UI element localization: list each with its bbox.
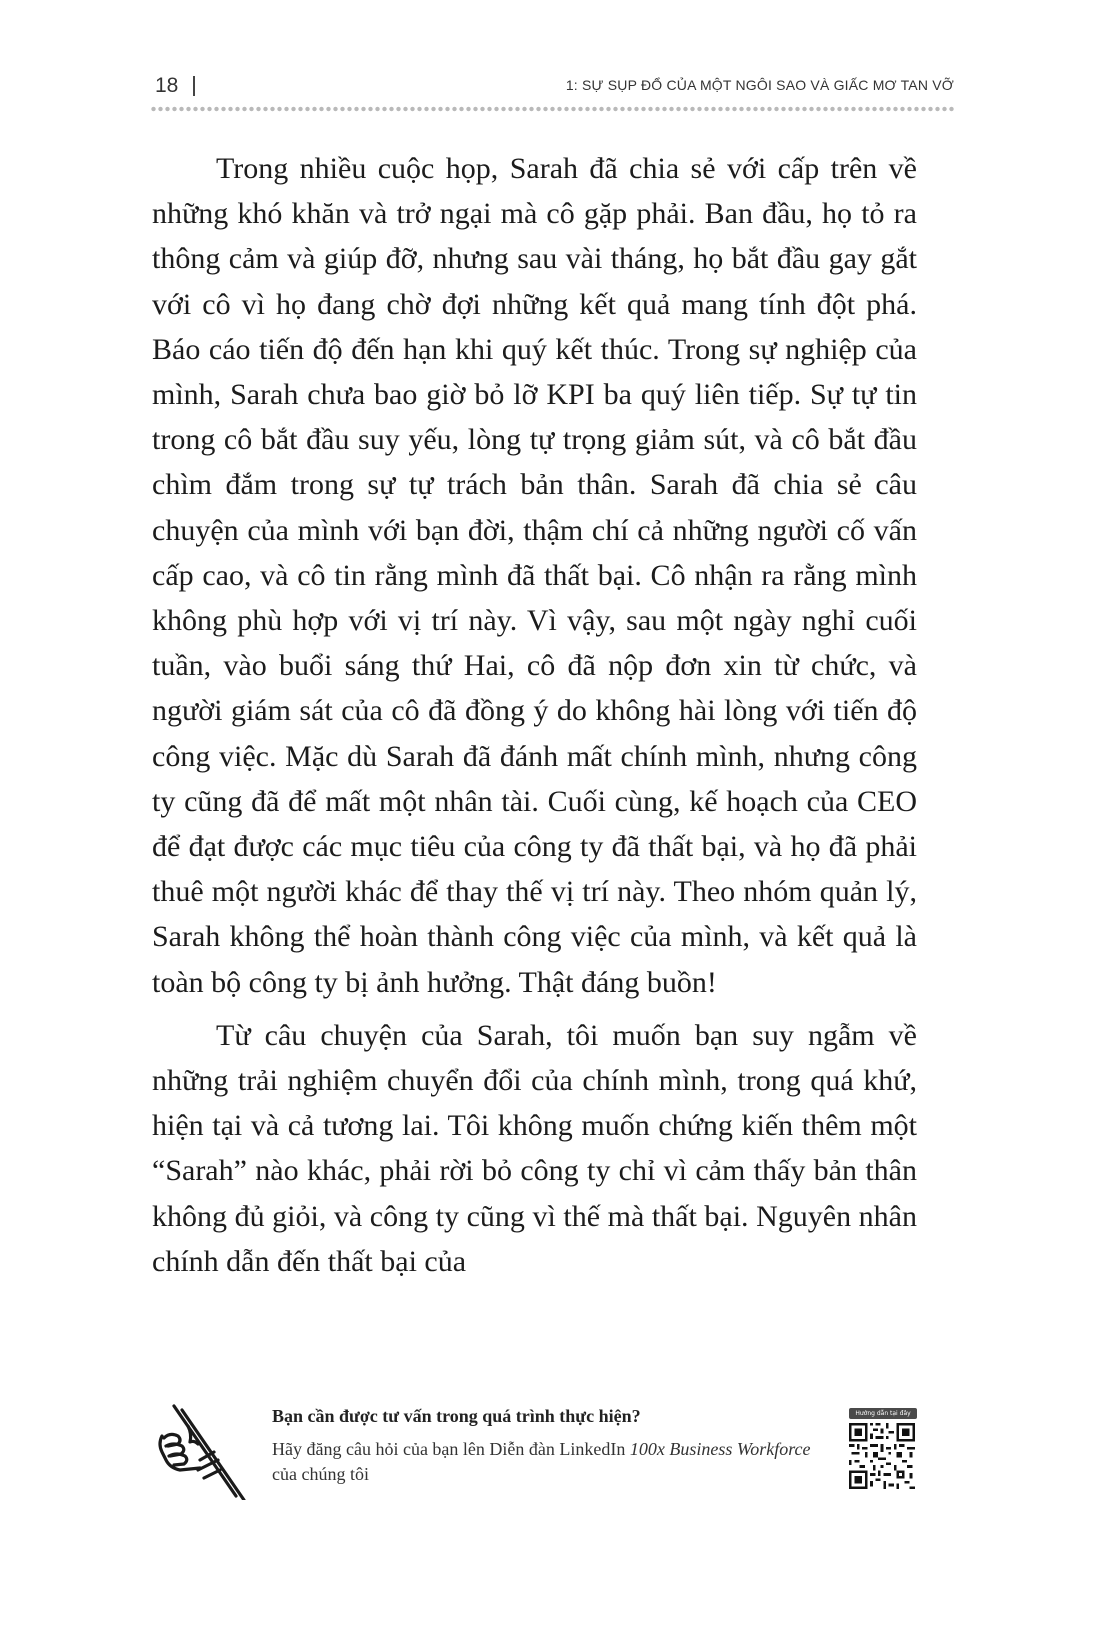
footer-answer bbox=[272, 1437, 812, 1487]
forum-name: 100x Business Workforce bbox=[629, 1439, 811, 1459]
qr-block[interactable] bbox=[849, 1408, 917, 1489]
helping-hand-icon bbox=[148, 1400, 246, 1500]
qr-label: Hướng dẫn tại đây bbox=[849, 1408, 917, 1419]
qr-code-icon[interactable] bbox=[849, 1423, 915, 1489]
footer-callout bbox=[272, 1406, 812, 1487]
page-header bbox=[155, 74, 954, 102]
dotted-rule bbox=[150, 106, 956, 112]
footer-answer-prefix: Hãy đăng câu hỏi của bạn lên Diễn đàn LinkedIn bbox=[272, 1439, 630, 1459]
paragraph: Từ câu chuyện của Sarah, tôi muốn bạn suy ngẫm về những trải nghiệm chuyển đổi của chính mình, trong quá khứ, hiện tại và cả tương lai. Tôi không muốn chứng kiến thêm một “Sarah” nào khác, phải rời bỏ công ty chỉ vì cảm thấy bản thân không đủ giỏi, và công ty cũng vì thế mà thất bại. Nguyên nhân chính dẫn đến thất bại của bbox=[152, 1018, 917, 1278]
body-text bbox=[152, 146, 917, 1284]
footer-answer-suffix: của chúng tôi bbox=[272, 1464, 369, 1484]
page-number: 18 bbox=[155, 74, 179, 97]
page-footer bbox=[0, 1400, 1119, 1510]
footer-question: Bạn cần được tư vấn trong quá trình thực hiện? bbox=[272, 1406, 641, 1426]
chapter-title: 1: SỰ SỤP ĐỔ CỦA MỘT NGÔI SAO VÀ GIẤC MƠ TAN VỠ bbox=[565, 77, 954, 93]
paragraph: Trong nhiều cuộc họp, Sarah đã chia sẻ với cấp trên về những khó khăn và trở ngại mà cô gặp phải. Ban đầu, họ tỏ ra thông cảm và giúp đỡ, nhưng sau vài tháng, họ bắt đầu gay gắt với cô vì họ đang chờ đợi những kết quả mang tính đột phá. Báo cáo tiến độ đến hạn khi quý kết thúc. Trong sự nghiệp của mình, Sarah chưa bao giờ bỏ lỡ KPI ba quý liên tiếp. Sự tự tin trong cô bắt đầu suy yếu, lòng tự trọng giảm sút, và cô bắt đầu chìm đắm trong sự tự trách bản thân. Sarah đã chia sẻ câu chuyện của mình với bạn đời, thậm chí cả những người cố vấn cấp cao, và cô tin rằng mình đã thất bại. Cô nhận ra rằng mình không phù hợp với vị trí này. Vì vậy, sau một ngày nghỉ cuối tuần, vào buổi sáng thứ Hai, cô đã nộp đơn xin từ chức, và người giám sát của cô đã đồng ý do không hài lòng với tiến độ công việc. Mặc dù Sarah đã đánh mất chính mình, nhưng công ty cũng đã để mất một nhân tài. Cuối cùng, kế hoạch của CEO để đạt được các mục tiêu của công ty đã thất bại, và họ đã phải thuê một người khác để thay thế vị trí này. Theo nhóm quản lý, Sarah không thể hoàn thành công việc của mình, và kết quả là toàn bộ công ty bị ảnh hưởng. Thật đáng buồn! bbox=[152, 152, 917, 999]
header-divider bbox=[193, 76, 195, 96]
